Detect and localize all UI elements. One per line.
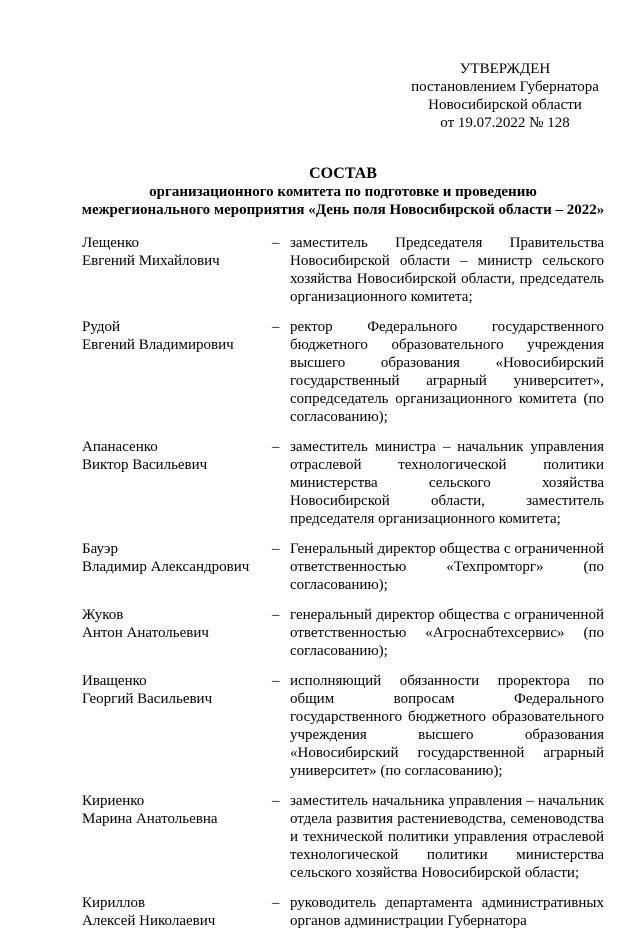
- member-role: заместитель Председателя Правительства Новосибирской области – министр сельского хозяйства Новосибирской области, председатель организационного комитета;: [290, 235, 604, 305]
- member-given-names: Евгений Михайлович: [82, 253, 220, 269]
- approval-title: УТВЕРЖДЕН: [459, 61, 551, 77]
- member-surname: Лещенко: [82, 235, 139, 251]
- member-name: [82, 438, 262, 474]
- member-entry: [82, 438, 604, 528]
- member-given-names: Алексей Николаевич: [82, 913, 216, 929]
- member-given-names: Георгий Васильевич: [82, 691, 213, 707]
- member-given-names: Марина Анатольевна: [82, 811, 218, 827]
- member-name: [82, 540, 262, 576]
- document-subtitle: организационного комитета по подготовке и проведению: [149, 184, 537, 200]
- member-surname: Жуков: [82, 607, 124, 623]
- document-title: СОСТАВ: [309, 165, 377, 182]
- member-entry: [82, 792, 604, 882]
- member-given-names: Антон Анатольевич: [82, 625, 209, 641]
- member-role: Генеральный директор общества с ограниченной ответственностью «Техпромторг» (по согласованию);: [290, 541, 604, 593]
- member-entry: [82, 606, 604, 660]
- member-name: [82, 318, 262, 354]
- member-given-names: Евгений Владимирович: [82, 337, 234, 353]
- member-surname: Кириллов: [82, 895, 146, 911]
- member-given-names: Владимир Александрович: [82, 559, 250, 575]
- member-entry: [82, 234, 604, 306]
- member-dash: –: [272, 541, 280, 557]
- member-surname: Кириенко: [82, 793, 145, 809]
- member-name: [82, 792, 262, 828]
- approval-line: постановлением Губернатора: [411, 79, 599, 95]
- member-surname: Иващенко: [82, 673, 147, 689]
- member-entry: [82, 318, 604, 426]
- member-dash: –: [272, 439, 280, 455]
- member-dash: –: [272, 673, 280, 689]
- approval-line: Новосибирской области: [428, 97, 582, 113]
- member-role: исполняющий обязанности проректора по общим вопросам Федерального государственного бюджетного образовательного учреждения высшего образования «Новосибирский государственной аграрный университет» (по согласованию);: [290, 673, 604, 779]
- document-heading: [40, 165, 640, 219]
- member-role: генеральный директор общества с ограниченной ответственностью «Агроснабтехсервис» (по согласованию);: [290, 607, 604, 659]
- member-entry: [82, 894, 604, 930]
- committee-roster: [82, 234, 604, 942]
- member-dash: –: [272, 607, 280, 623]
- member-entry: [82, 540, 604, 594]
- member-surname: Бауэр: [82, 541, 118, 557]
- member-dash: –: [272, 793, 280, 809]
- approval-date-number: от 19.07.2022 № 128: [440, 115, 570, 131]
- member-dash: –: [272, 895, 280, 911]
- member-role: заместитель министра – начальник управления отраслевой технологической политики министерства сельского хозяйства Новосибирской области, заместитель председателя организационного комитета;: [290, 439, 604, 527]
- member-name: [82, 606, 262, 642]
- member-role: заместитель начальника управления – начальник отдела развития растениеводства, семеноводства и технической политики управления отраслевой технологической политики министерства сельского хозяйства Новосибирской области;: [290, 793, 604, 881]
- document-subtitle: межрегионального мероприятия «День поля Новосибирской области – 2022»: [81, 202, 605, 218]
- member-name: [82, 894, 262, 930]
- member-dash: –: [272, 319, 280, 335]
- member-given-names: Виктор Васильевич: [82, 457, 208, 473]
- member-surname: Апанасенко: [82, 439, 158, 455]
- member-role: руководитель департамента административных органов администрации Губернатора: [290, 895, 604, 929]
- member-dash: –: [272, 235, 280, 251]
- member-role: ректор Федерального государственного бюджетного образовательного учреждения высшего образования «Новосибирский государственный аграрный университет», сопредседатель организационного комитета (по согласованию);: [290, 319, 604, 425]
- member-surname: Рудой: [82, 319, 121, 335]
- member-name: [82, 234, 262, 270]
- approval-stamp: [400, 60, 610, 132]
- member-name: [82, 672, 262, 708]
- member-entry: [82, 672, 604, 780]
